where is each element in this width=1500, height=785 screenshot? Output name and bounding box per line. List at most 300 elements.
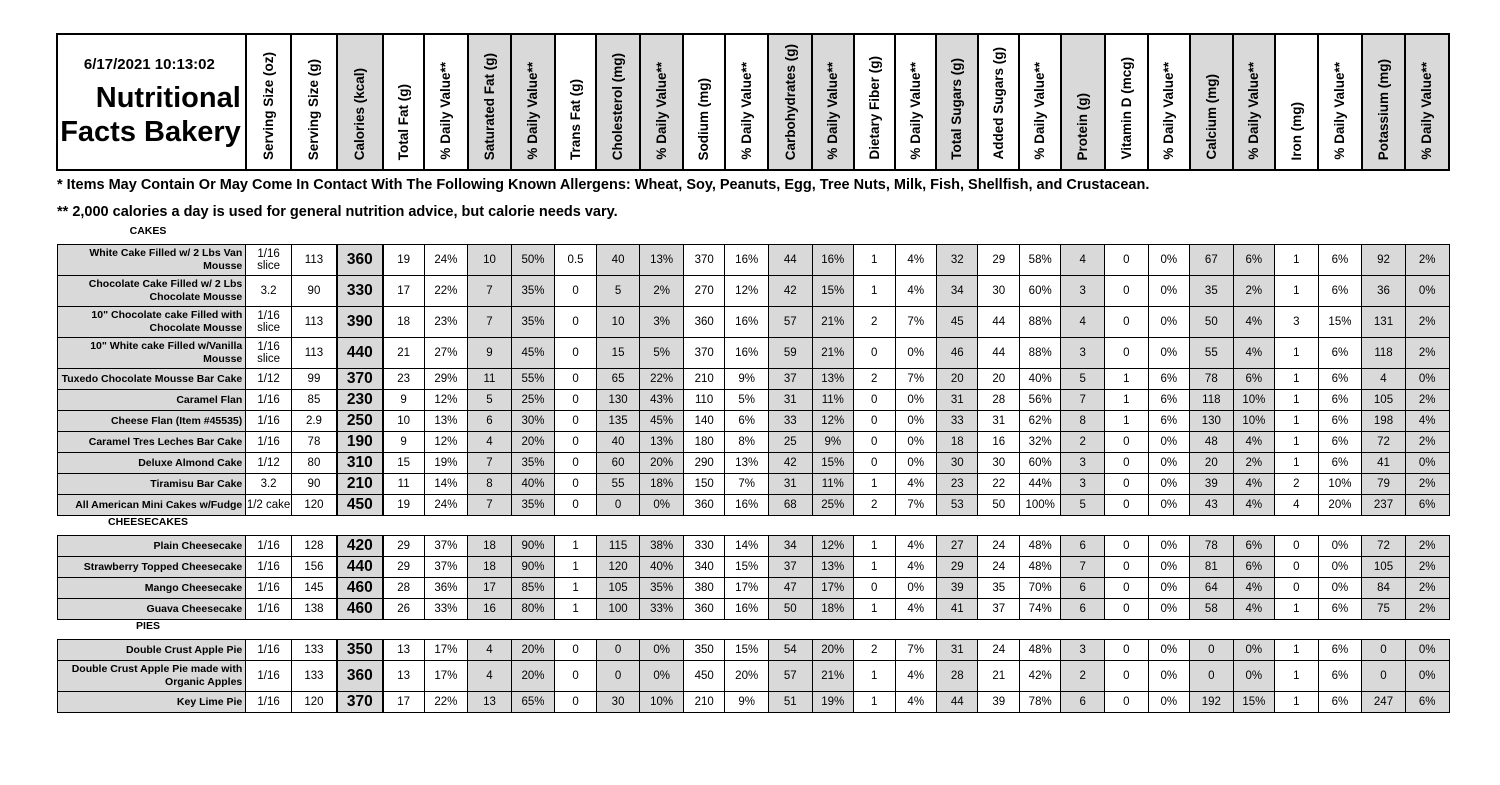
table-cell: 0 bbox=[1105, 692, 1149, 713]
table-cell: 24% bbox=[424, 245, 468, 276]
table-cell: 29 bbox=[978, 245, 1019, 276]
table-cell: 0% bbox=[1148, 599, 1189, 620]
table-cell: 44 bbox=[936, 692, 977, 713]
table-cell: 25% bbox=[511, 390, 555, 411]
table-cell: 90% bbox=[511, 557, 555, 578]
table-cell: 0% bbox=[640, 661, 684, 692]
item-name: Strawberry Topped Cheesecake bbox=[57, 557, 246, 578]
column-header bbox=[1061, 34, 1105, 170]
table-cell: 22% bbox=[424, 692, 468, 713]
table-cell: 60 bbox=[596, 453, 640, 474]
title-cell bbox=[57, 34, 246, 170]
table-cell: 3.2 bbox=[246, 276, 292, 307]
table-body bbox=[57, 170, 1449, 713]
column-header bbox=[640, 34, 684, 170]
item-name: Guava Cheesecake bbox=[57, 599, 246, 620]
table-cell: 4% bbox=[1233, 307, 1274, 338]
table-cell: 0 bbox=[596, 495, 640, 516]
table-cell: 11% bbox=[812, 474, 853, 495]
nutrition-table bbox=[56, 33, 1450, 713]
item-name: Plain Cheesecake bbox=[57, 536, 246, 557]
table-cell: 30% bbox=[511, 411, 555, 432]
item-name: Caramel Flan bbox=[57, 390, 246, 411]
table-cell: 18 bbox=[383, 307, 424, 338]
table-cell: 55 bbox=[596, 474, 640, 495]
table-cell: 6% bbox=[1405, 692, 1449, 713]
table-cell: 20% bbox=[640, 453, 684, 474]
table-cell: 16% bbox=[725, 307, 769, 338]
table-cell: 13% bbox=[640, 245, 684, 276]
table-cell: 10 bbox=[468, 245, 512, 276]
table-row bbox=[57, 661, 1449, 692]
table-cell: 99 bbox=[291, 369, 337, 390]
column-header-label: Serving Size (g) bbox=[306, 58, 322, 160]
column-header-label: % Daily Value** bbox=[1032, 62, 1048, 160]
table-row bbox=[57, 245, 1449, 276]
table-cell: 130 bbox=[1190, 411, 1234, 432]
table-cell: 110 bbox=[683, 390, 724, 411]
table-row bbox=[57, 276, 1449, 307]
table-cell: 27 bbox=[936, 536, 977, 557]
table-cell: 0% bbox=[1148, 661, 1189, 692]
table-row bbox=[57, 307, 1449, 338]
table-cell: 15% bbox=[725, 640, 769, 661]
table-cell: 0 bbox=[555, 474, 596, 495]
table-cell: 0 bbox=[555, 432, 596, 453]
table-cell: 1 bbox=[1275, 411, 1319, 432]
table-cell: 6% bbox=[1318, 390, 1362, 411]
table-cell: 360 bbox=[337, 661, 383, 692]
table-cell: 0 bbox=[1105, 307, 1149, 338]
table-cell: 310 bbox=[337, 453, 383, 474]
table-cell: 15% bbox=[1233, 692, 1274, 713]
table-cell: 23 bbox=[936, 474, 977, 495]
table-cell: 68 bbox=[768, 495, 812, 516]
table-cell: 2% bbox=[1405, 338, 1449, 369]
table-cell: 85% bbox=[511, 578, 555, 599]
table-cell: 2% bbox=[1405, 474, 1449, 495]
table-cell: 2% bbox=[1405, 599, 1449, 620]
table-cell: 270 bbox=[683, 276, 724, 307]
table-cell: 43% bbox=[640, 390, 684, 411]
table-cell: 0% bbox=[1148, 307, 1189, 338]
table-cell: 7% bbox=[895, 307, 936, 338]
table-cell: 4 bbox=[1362, 369, 1406, 390]
table-cell: 47 bbox=[768, 578, 812, 599]
table-cell: 35 bbox=[1190, 276, 1234, 307]
table-cell: 3 bbox=[1061, 338, 1105, 369]
table-cell: 1 bbox=[854, 536, 895, 557]
table-cell: 40% bbox=[511, 474, 555, 495]
table-cell: 2 bbox=[854, 369, 895, 390]
table-cell: 0% bbox=[895, 432, 936, 453]
column-header-label: Saturated Fat (g) bbox=[481, 52, 497, 160]
table-cell: 18 bbox=[468, 536, 512, 557]
item-name: Double Crust Apple Pie made with Organic Apples bbox=[57, 661, 246, 692]
table-cell: 6% bbox=[1148, 369, 1189, 390]
table-cell: 22% bbox=[640, 369, 684, 390]
table-cell: 25 bbox=[768, 432, 812, 453]
table-cell: 36% bbox=[424, 578, 468, 599]
table-cell: 290 bbox=[683, 453, 724, 474]
table-cell: 4% bbox=[1233, 474, 1274, 495]
table-cell: 45 bbox=[936, 307, 977, 338]
table-cell: 21 bbox=[978, 661, 1019, 692]
table-cell: 0 bbox=[1105, 432, 1149, 453]
table-cell: 24 bbox=[978, 640, 1019, 661]
table-cell: 0 bbox=[555, 307, 596, 338]
table-cell: 133 bbox=[291, 661, 337, 692]
table-cell: 6% bbox=[1318, 245, 1362, 276]
table-cell: 156 bbox=[291, 557, 337, 578]
table-cell: 57 bbox=[768, 307, 812, 338]
table-cell: 250 bbox=[337, 411, 383, 432]
table-cell: 0 bbox=[1105, 557, 1149, 578]
column-header-label: % Daily Value** bbox=[825, 62, 841, 160]
table-cell: 72 bbox=[1362, 536, 1406, 557]
column-header bbox=[468, 34, 512, 170]
table-cell: 9 bbox=[383, 432, 424, 453]
table-cell: 7 bbox=[468, 276, 512, 307]
table-cell: 65% bbox=[511, 692, 555, 713]
table-cell: 190 bbox=[337, 432, 383, 453]
table-cell: 0% bbox=[1148, 692, 1189, 713]
table-row bbox=[57, 474, 1449, 495]
table-cell: 10% bbox=[1233, 390, 1274, 411]
table-cell: 3 bbox=[1061, 276, 1105, 307]
table-cell: 40% bbox=[1019, 369, 1060, 390]
table-cell: 7 bbox=[1061, 557, 1105, 578]
report-date: 6/17/2021 10:13:02 bbox=[83, 55, 215, 73]
table-cell: 18 bbox=[936, 432, 977, 453]
table-cell: 0 bbox=[555, 453, 596, 474]
column-header bbox=[854, 34, 895, 170]
table-cell: 440 bbox=[337, 557, 383, 578]
table-cell: 0% bbox=[1148, 276, 1189, 307]
table-cell: 29 bbox=[383, 536, 424, 557]
table-cell: 1 bbox=[1105, 369, 1149, 390]
column-header bbox=[1105, 34, 1149, 170]
column-header bbox=[1148, 34, 1189, 170]
table-cell: 3 bbox=[1061, 453, 1105, 474]
table-cell: 1/16 bbox=[246, 411, 292, 432]
table-cell: 1 bbox=[1275, 661, 1319, 692]
table-cell: 15% bbox=[1318, 307, 1362, 338]
table-cell: 90% bbox=[511, 536, 555, 557]
column-header-label: % Daily Value** bbox=[907, 62, 923, 160]
column-header-label: % Daily Value** bbox=[525, 62, 541, 160]
table-cell: 72 bbox=[1362, 432, 1406, 453]
table-cell: 2% bbox=[1405, 307, 1449, 338]
table-cell: 370 bbox=[683, 338, 724, 369]
table-cell: 16% bbox=[812, 245, 853, 276]
table-cell: 1/16 bbox=[246, 432, 292, 453]
table-cell: 4% bbox=[1233, 495, 1274, 516]
table-cell: 23 bbox=[383, 369, 424, 390]
table-cell: 0% bbox=[1318, 536, 1362, 557]
table-cell: 6% bbox=[1318, 599, 1362, 620]
table-cell: 3.2 bbox=[246, 474, 292, 495]
table-cell: 21% bbox=[812, 307, 853, 338]
table-cell: 198 bbox=[1362, 411, 1406, 432]
table-cell: 120 bbox=[596, 557, 640, 578]
table-cell: 35% bbox=[511, 307, 555, 338]
table-row bbox=[57, 599, 1449, 620]
table-cell: 67 bbox=[1190, 245, 1234, 276]
table-row bbox=[57, 432, 1449, 453]
table-cell: 2 bbox=[1275, 474, 1319, 495]
section-title: PIES bbox=[136, 620, 160, 632]
table-cell: 1 bbox=[555, 557, 596, 578]
table-cell: 13% bbox=[640, 432, 684, 453]
table-cell: 17% bbox=[424, 661, 468, 692]
table-cell: 59 bbox=[768, 338, 812, 369]
table-cell: 64 bbox=[1190, 578, 1234, 599]
table-row bbox=[57, 640, 1449, 661]
table-cell: 192 bbox=[1190, 692, 1234, 713]
table-cell: 0 bbox=[1190, 640, 1234, 661]
column-header-label: Trans Fat (g) bbox=[567, 78, 583, 160]
table-cell: 35 bbox=[978, 578, 1019, 599]
table-cell: 12% bbox=[812, 536, 853, 557]
table-cell: 140 bbox=[683, 411, 724, 432]
table-cell: 6% bbox=[1405, 495, 1449, 516]
table-cell: 0 bbox=[555, 661, 596, 692]
table-cell: 10% bbox=[1318, 474, 1362, 495]
table-cell: 35% bbox=[511, 453, 555, 474]
column-header-label: Sodium (mg) bbox=[696, 77, 712, 160]
table-cell: 6% bbox=[725, 411, 769, 432]
table-cell: 1 bbox=[854, 599, 895, 620]
table-cell: 27% bbox=[424, 338, 468, 369]
table-cell: 4% bbox=[895, 474, 936, 495]
table-cell: 15 bbox=[383, 453, 424, 474]
table-cell: 17% bbox=[424, 640, 468, 661]
column-header-label: Protein (g) bbox=[1074, 92, 1090, 160]
table-cell: 4% bbox=[895, 661, 936, 692]
table-cell: 6% bbox=[1318, 369, 1362, 390]
table-cell: 20% bbox=[511, 432, 555, 453]
table-cell: 13% bbox=[812, 369, 853, 390]
table-cell: 13 bbox=[383, 640, 424, 661]
table-cell: 113 bbox=[291, 338, 337, 369]
table-row bbox=[57, 338, 1449, 369]
table-cell: 4% bbox=[1233, 338, 1274, 369]
table-cell: 1 bbox=[854, 661, 895, 692]
table-cell: 0 bbox=[1105, 338, 1149, 369]
table-cell: 90 bbox=[291, 276, 337, 307]
table-cell: 50 bbox=[768, 599, 812, 620]
table-cell: 18% bbox=[812, 599, 853, 620]
table-cell: 0% bbox=[1405, 369, 1449, 390]
table-cell: 54 bbox=[768, 640, 812, 661]
table-cell: 33 bbox=[768, 411, 812, 432]
table-cell: 6% bbox=[1148, 390, 1189, 411]
column-header-label: Potassium (mg) bbox=[1375, 58, 1391, 160]
table-cell: 19% bbox=[424, 453, 468, 474]
table-cell: 0 bbox=[854, 390, 895, 411]
table-cell: 50 bbox=[1190, 307, 1234, 338]
table-cell: 360 bbox=[337, 245, 383, 276]
table-cell: 5 bbox=[596, 276, 640, 307]
table-row bbox=[57, 536, 1449, 557]
allergen-note: * Items May Contain Or May Come In Contact With The Following Known Allergens: Wheat, Soy, Peanuts, Egg, Tree Nuts, Milk, Fish, Shellfish, and Crustacean. bbox=[57, 176, 1150, 193]
table-cell: 15% bbox=[812, 453, 853, 474]
table-cell: 360 bbox=[683, 599, 724, 620]
table-cell: 10 bbox=[383, 411, 424, 432]
table-row bbox=[57, 692, 1449, 713]
table-cell: 6% bbox=[1318, 453, 1362, 474]
table-cell: 370 bbox=[683, 245, 724, 276]
table-cell: 41 bbox=[1362, 453, 1406, 474]
column-header bbox=[1275, 34, 1319, 170]
table-cell: 24 bbox=[978, 557, 1019, 578]
table-cell: 6 bbox=[1061, 536, 1105, 557]
item-name: 10" White cake Filled w/Vanilla Mousse bbox=[57, 338, 246, 369]
table-cell: 0% bbox=[1148, 474, 1189, 495]
table-cell: 10% bbox=[1233, 411, 1274, 432]
table-cell: 44 bbox=[978, 307, 1019, 338]
table-cell: 17% bbox=[725, 578, 769, 599]
table-cell: 1 bbox=[1105, 411, 1149, 432]
table-cell: 23% bbox=[424, 307, 468, 338]
table-cell: 31 bbox=[978, 411, 1019, 432]
table-cell: 0% bbox=[1318, 557, 1362, 578]
table-cell: 105 bbox=[1362, 557, 1406, 578]
table-cell: 81 bbox=[1190, 557, 1234, 578]
table-cell: 440 bbox=[337, 338, 383, 369]
table-cell: 48 bbox=[1190, 432, 1234, 453]
table-cell: 15% bbox=[812, 276, 853, 307]
table-cell: 6% bbox=[1318, 276, 1362, 307]
section-header-cell bbox=[57, 516, 1449, 536]
table-cell: 1/16 bbox=[246, 599, 292, 620]
table-cell: 79 bbox=[1362, 474, 1406, 495]
table-cell: 1 bbox=[1275, 245, 1319, 276]
column-header bbox=[936, 34, 977, 170]
table-cell: 4% bbox=[1233, 599, 1274, 620]
table-cell: 1 bbox=[1275, 369, 1319, 390]
column-header bbox=[1405, 34, 1449, 170]
table-cell: 55 bbox=[1190, 338, 1234, 369]
table-cell: 25% bbox=[812, 495, 853, 516]
table-cell: 450 bbox=[683, 661, 724, 692]
table-cell: 1 bbox=[854, 692, 895, 713]
table-cell: 4% bbox=[895, 245, 936, 276]
table-cell: 350 bbox=[683, 640, 724, 661]
table-cell: 16% bbox=[725, 338, 769, 369]
table-cell: 2% bbox=[1405, 578, 1449, 599]
table-cell: 0 bbox=[854, 411, 895, 432]
table-cell: 2% bbox=[1233, 453, 1274, 474]
table-cell: 0% bbox=[895, 411, 936, 432]
table-cell: 100% bbox=[1019, 495, 1060, 516]
table-cell: 1 bbox=[1275, 640, 1319, 661]
item-name: Key Lime Pie bbox=[57, 692, 246, 713]
table-cell: 2 bbox=[854, 495, 895, 516]
table-cell: 370 bbox=[337, 369, 383, 390]
table-cell: 105 bbox=[1362, 390, 1406, 411]
table-cell: 88% bbox=[1019, 307, 1060, 338]
table-cell: 0 bbox=[1105, 661, 1149, 692]
table-cell: 370 bbox=[337, 692, 383, 713]
column-header bbox=[1362, 34, 1406, 170]
table-cell: 12% bbox=[812, 411, 853, 432]
table-cell: 10% bbox=[640, 692, 684, 713]
section-header-row bbox=[57, 225, 1449, 245]
item-name: All American Mini Cakes w/Fudge bbox=[57, 495, 246, 516]
table-cell: 9 bbox=[468, 338, 512, 369]
table-cell: 1/2 cake bbox=[246, 495, 292, 516]
table-cell: 1 bbox=[555, 578, 596, 599]
table-cell: 5% bbox=[725, 390, 769, 411]
column-header bbox=[596, 34, 640, 170]
table-cell: 45% bbox=[640, 411, 684, 432]
table-cell: 390 bbox=[337, 307, 383, 338]
table-row bbox=[57, 578, 1449, 599]
table-cell: 2% bbox=[1405, 557, 1449, 578]
table-cell: 1 bbox=[555, 536, 596, 557]
table-cell: 113 bbox=[291, 307, 337, 338]
table-cell: 46 bbox=[936, 338, 977, 369]
table-cell: 1/16 bbox=[246, 640, 292, 661]
table-cell: 7 bbox=[468, 453, 512, 474]
table-cell: 44 bbox=[768, 245, 812, 276]
table-cell: 92 bbox=[1362, 245, 1406, 276]
item-name: White Cake Filled w/ 2 Lbs Van Mousse bbox=[57, 245, 246, 276]
section-header-cell bbox=[57, 620, 1449, 640]
table-cell: 420 bbox=[337, 536, 383, 557]
table-cell: 380 bbox=[683, 578, 724, 599]
table-cell: 5 bbox=[468, 390, 512, 411]
table-cell: 40 bbox=[596, 245, 640, 276]
table-cell: 4% bbox=[895, 536, 936, 557]
table-cell: 330 bbox=[337, 276, 383, 307]
column-header bbox=[895, 34, 936, 170]
table-cell: 4 bbox=[1275, 495, 1319, 516]
table-cell: 74% bbox=[1019, 599, 1060, 620]
column-header bbox=[337, 34, 383, 170]
table-cell: 37 bbox=[768, 557, 812, 578]
table-cell: 36 bbox=[1362, 276, 1406, 307]
column-header bbox=[1233, 34, 1274, 170]
table-cell: 0% bbox=[1148, 578, 1189, 599]
table-cell: 5 bbox=[1061, 495, 1105, 516]
table-cell: 0% bbox=[640, 640, 684, 661]
section-header-row bbox=[57, 516, 1449, 536]
column-header bbox=[1318, 34, 1362, 170]
table-cell: 2% bbox=[1405, 245, 1449, 276]
table-cell: 48% bbox=[1019, 640, 1060, 661]
table-cell: 18% bbox=[640, 474, 684, 495]
column-header bbox=[555, 34, 596, 170]
table-cell: 1/16 bbox=[246, 390, 292, 411]
table-cell: 0 bbox=[555, 411, 596, 432]
table-cell: 35% bbox=[640, 578, 684, 599]
table-cell: 0 bbox=[1275, 578, 1319, 599]
table-cell: 20% bbox=[812, 640, 853, 661]
table-cell: 53 bbox=[936, 495, 977, 516]
table-cell: 0% bbox=[895, 578, 936, 599]
table-cell: 9 bbox=[383, 390, 424, 411]
table-cell: 4 bbox=[468, 640, 512, 661]
table-cell: 100 bbox=[596, 599, 640, 620]
table-cell: 1 bbox=[1275, 453, 1319, 474]
table-cell: 0% bbox=[1148, 338, 1189, 369]
column-header bbox=[424, 34, 468, 170]
table-cell: 12% bbox=[725, 276, 769, 307]
table-cell: 0% bbox=[1148, 557, 1189, 578]
